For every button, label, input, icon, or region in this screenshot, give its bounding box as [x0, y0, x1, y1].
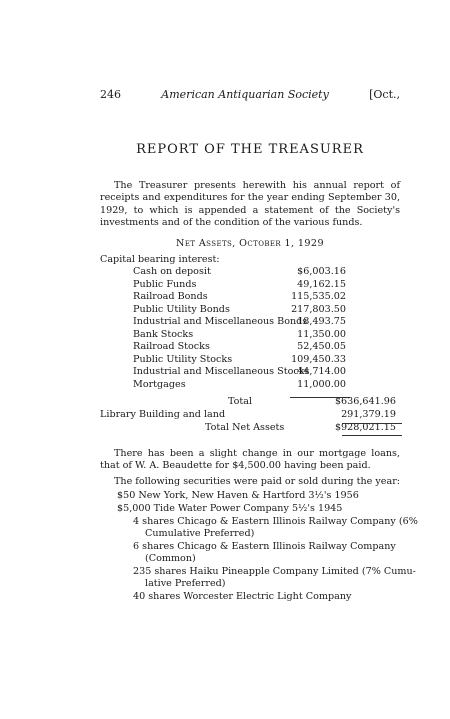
totals-block: [0, 396, 450, 435]
asset-items: [0, 266, 450, 391]
asset-row: [0, 366, 450, 379]
net-assets-amount: $928,021.15: [334, 422, 396, 433]
asset-row: [0, 329, 450, 342]
asset-label: Public Funds: [133, 278, 197, 290]
asset-row: [0, 279, 450, 292]
intro-paragraph: The Treasurer presents herewith his annual report of receipts and expenditures for the year ending September 30, 1929, to which is appended a statement of the Society's investments and of the condition of the various funds.: [100, 180, 400, 228]
running-header: [100, 88, 400, 101]
asset-row: [0, 316, 450, 329]
security-text-cont: (Common): [145, 553, 196, 564]
asset-label: Public Utility Bonds: [133, 303, 230, 315]
security-text: $5,000 Tide Water Power Company 5½'s 1945: [117, 503, 343, 514]
asset-amount: $6,003.16: [297, 266, 346, 277]
asset-amount: 217,803.50: [291, 303, 346, 315]
security-text: 40 shares Worcester Electric Light Company: [133, 591, 352, 602]
asset-amount: 52,450.05: [297, 341, 346, 352]
asset-amount: 115,535.02: [291, 291, 346, 302]
library-row: [0, 409, 450, 422]
security-text: $50 New York, New Haven & Hartford 3½'s 1956: [117, 490, 359, 501]
library-label: Library Building and land: [100, 409, 226, 420]
total-amount: $636,641.96: [334, 396, 396, 407]
security-text: 235 shares Haiku Pineapple Company Limited (7% Cumu-: [133, 566, 416, 577]
asset-row: [0, 354, 450, 367]
report-heading: REPORT OF THE TREASURER: [136, 142, 364, 157]
page-number: 246: [100, 88, 121, 101]
mortgage-paragraph: There has been a slight change in our mortgage loans, that of W. A. Beaudette for $4,500.00 having been paid.: [100, 448, 400, 472]
total-row: [0, 396, 450, 409]
net-assets-heading: Net Assets, October 1, 1929: [176, 238, 324, 249]
security-text: 4 shares Chicago & Eastern Illinois Railway Company (6%: [133, 516, 418, 527]
total-label: Total: [228, 396, 253, 407]
running-title: American Antiquarian Society: [161, 88, 329, 101]
total-rule: [342, 423, 402, 424]
security-text-cont: lative Preferred): [145, 578, 226, 589]
library-amount: 291,379.19: [341, 409, 396, 420]
asset-label: Mortgages: [133, 378, 186, 390]
header-date: [Oct.,: [369, 88, 400, 101]
asset-row: [0, 291, 450, 304]
asset-amount: 11,000.00: [297, 378, 346, 390]
security-text-cont: Cumulative Preferred): [145, 528, 255, 539]
asset-row: [0, 379, 450, 392]
asset-row: [0, 266, 450, 279]
asset-amount: 44,714.00: [297, 366, 346, 377]
securities-intro: The following securities were paid or sold during the year:: [114, 476, 401, 487]
asset-label: Railroad Bonds: [133, 291, 208, 302]
asset-amount: 11,350.00: [297, 328, 346, 340]
asset-label: Industrial and Miscellaneous Stocks: [133, 366, 310, 377]
capital-label: Capital bearing interest:: [100, 254, 220, 265]
asset-label: Cash on deposit: [133, 266, 211, 277]
asset-label: Public Utility Stocks: [133, 353, 233, 365]
net-total-rule: [342, 435, 402, 436]
security-text: 6 shares Chicago & Eastern Illinois Railway Company: [133, 541, 396, 552]
asset-row: [0, 341, 450, 354]
asset-amount: 109,450.33: [291, 353, 346, 365]
asset-label: Railroad Stocks: [133, 341, 210, 352]
asset-row: [0, 304, 450, 317]
net-assets-label: Total Net Assets: [205, 422, 285, 433]
asset-label: Industrial and Miscellaneous Bonds: [133, 316, 308, 327]
asset-amount: 49,162.15: [297, 278, 346, 290]
asset-amount: 18,493.75: [297, 316, 346, 327]
asset-label: Bank Stocks: [133, 328, 194, 340]
